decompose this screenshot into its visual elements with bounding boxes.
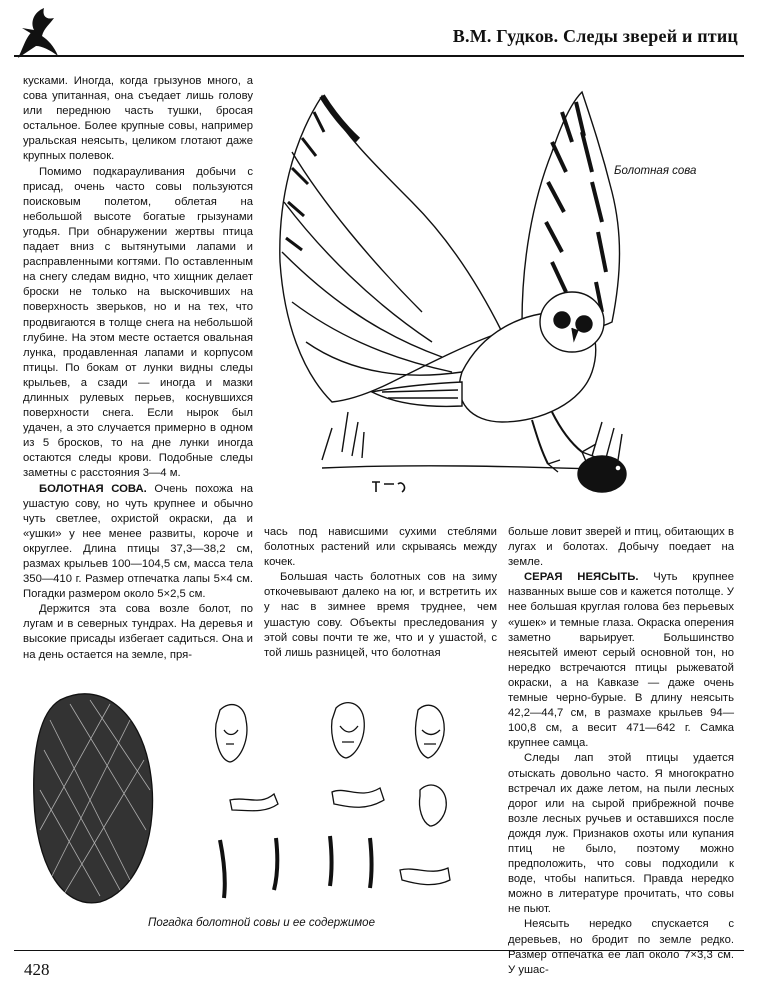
- running-header: В.М. Гудков. Следы зверей и птиц: [452, 26, 738, 46]
- species-description: Чуть крупнее названных выше сов и кажется потолще. У нее большая круглая голова без перьевых «ушек» и темные глаза. Окраска оперения заметно варьирует. Большинство неясытей имеют серый основной тон, но нередко встречаются птицы рыжеватой окраски, а на Кавказе — даже очень темные черно-бурые. В длину неясыть 42,2—44,7 см, в размахе крыльев 94—100,8 см, а весит 471—642 г. Самка крупнее самца.: [508, 571, 734, 750]
- paragraph: Держится эта сова возле болот, по лугам и в северных тундрах. На деревья и высокие присады избегает садиться. Она и на день остается на земле, пря-: [23, 603, 253, 661]
- text-column-middle: [264, 525, 497, 661]
- paragraph-species: [508, 570, 734, 751]
- text-column-left: [23, 74, 253, 663]
- pellet-contents-illustration: [20, 680, 490, 912]
- paragraph: Неясыть нередко спускается с деревьев, но бродит по земле редко. Размер отпечатка ее лап около 7×3,3 см. У ушас-: [508, 918, 734, 976]
- species-heading-marsh-owl: БОЛОТНАЯ СОВА.: [39, 482, 147, 495]
- paragraph: чась под нависшими сухими стеблями болотных растений или скрываясь между кочек.: [264, 526, 497, 569]
- page-number: 428: [24, 960, 50, 979]
- paragraph-species: [23, 482, 253, 603]
- owl-caption: Болотная сова: [614, 165, 697, 177]
- paragraph: Большая часть болотных сов на зиму откочевывают далеко на юг, и встретить их у нас в зимнее время труднее, чем ушастую сову. Объекты преследования у этой совы почти те же, что и у ушастой, с той лишь разницей, что болотная: [264, 571, 497, 659]
- paragraph: Следы лап этой птицы удается отыскать довольно часто. Я многократно встречал их даже летом, на пыли лесных дорог или на сырой прибрежной почве возле лесных ручьев и оставшихся после дождя луж. Признаков охоты или купания птиц не было, поэтому можно предположить, что совы подходили к воде, чтобы напиться. Правда нередко можно в литературе прочитать, что совы не пьют.: [508, 752, 734, 916]
- footer-rule: [14, 950, 744, 951]
- species-description: Очень похожа на ушастую сову, но чуть крупнее и обычно чуть светлее, охристой окраски, да и «ушки» у нее менее развиты, короче и округлее. Длина птицы 37,3—38,2 см, размах крыльев 100—104,5 см, масса тела 350—410 г. Размер отпечатка лапы 5×4 см. Погадки размером около 5×2,5 см.: [23, 482, 253, 601]
- species-heading-tawny-owl: СЕРАЯ НЕЯСЫТЬ.: [524, 571, 639, 584]
- paragraph: больше ловит зверей и птиц, обитающих в лугах и болотах. Добычу поедает на земле.: [508, 526, 734, 569]
- marsh-owl-illustration: [262, 72, 732, 522]
- paragraph: кусками. Иногда, когда грызунов много, а сова упитанная, она съедает лишь голову или переднюю часть тушки, бросая остальное. Более крупные совы, например уральская неясыть, целиком глотают даже крупных полевок.: [23, 75, 253, 163]
- paragraph: Помимо подкарауливания добычи с присад, очень часто совы пользуются поисковым полетом, облетая на небольшой высоте богатые грызунами угодья. При обнаружении жертвы птица падает вниз с вытянутыми лапами и расправленными когтями. По оставленным на снегу следам видно, что хищник делает броски не только на выскочивших на поверхность зверьков, но и на тех, что продвигаются в толще снега на небольшой глубине. На этом месте остается овальная лунка, продавленная лапами и корпусом птицы. По бокам от лунки видны следы крыльев, а сзади — иногда и мазки длинных рулевых перьев, коснувшихся поверхности снега. Если нырок был удачен, а это случается примерно в одном из 5 бросков, то на дне лунки иногда остаются следы крови. Подобные следы заметны с расстояния 3—4 м.: [23, 165, 253, 480]
- text-column-right: [508, 525, 734, 978]
- pellet-caption: Погадка болотной совы и ее содержимое: [148, 917, 375, 929]
